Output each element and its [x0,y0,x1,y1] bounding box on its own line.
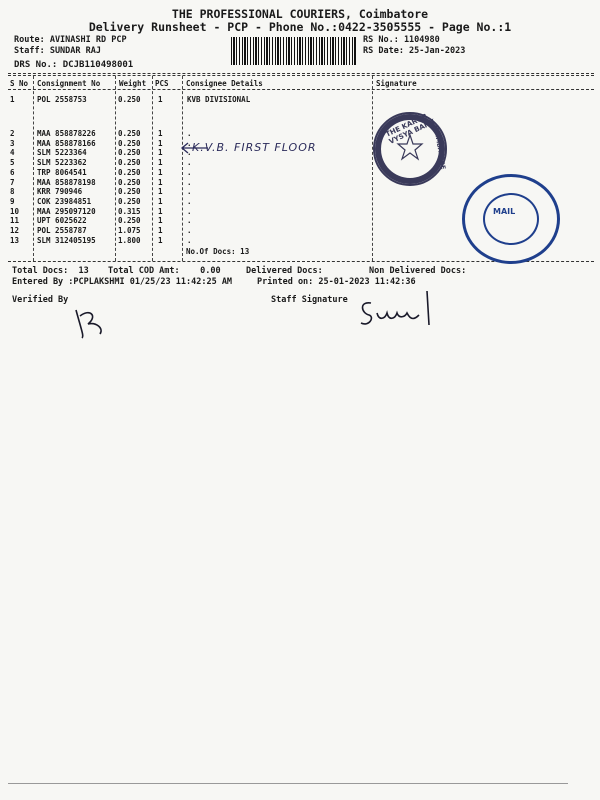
row-sno: 13 [10,235,20,245]
total-cod: Total COD Amt: 0.00 [108,266,221,276]
total-docs: Total Docs: 13 [12,266,89,276]
row-pcs: 1 [158,158,163,168]
row-sno: 10 [10,206,20,216]
row-consignee-details: . [187,216,192,226]
row-consignment-no: TRP 8064541 [37,167,87,177]
rs-date: RS Date: 25-Jan-2023 [363,46,466,56]
col-divider [372,76,373,261]
row-consignee-details: . [187,177,192,187]
mail-stamp-text: MAIL [493,207,516,216]
row-consignee-details: . [187,129,192,138]
company-title: THE PROFESSIONAL COURIERS, Coimbatore [171,7,429,21]
row-pcs: 1 [158,187,163,197]
col-header-consignment: Consignment No [37,79,101,88]
row-weight: 0.250 [118,138,141,148]
row-weight: 0.250 [118,216,141,226]
row-weight: 0.250 [118,148,141,158]
row-consignment-no: MAA 295097120 [37,206,96,216]
row-sno: 6 [10,167,15,177]
rs-number: RS No.: 1104980 [363,35,440,45]
row-sno: 2 [10,129,15,138]
row-sno: 9 [10,196,15,206]
row-consignee-details: . [187,206,192,216]
table-top-rule [8,73,594,74]
row-consignee-details: . [187,226,192,235]
row-sno: 5 [10,158,15,168]
row-pcs: 1 [158,129,163,138]
row-pcs: 1 [158,148,163,158]
row-pcs: 1 [158,206,163,216]
row-pcs: 1 [158,216,163,226]
row-sno: 11 [10,216,20,226]
row-weight: 0.250 [118,95,141,104]
bank-stamp-city: COIMBATORE [431,125,447,170]
runsheet-subtitle: Delivery Runsheet - PCP - Phone No.:0422-3505555 - Page No.:1 [88,20,512,34]
row-consignee-details: . [187,148,192,158]
printed-on: Printed on: 25-01-2023 11:42:36 [257,277,416,287]
row-pcs: 1 [158,177,163,187]
row-consignment-no: SLM 312405195 [37,235,96,245]
bank-stamp-text: THE KARUR VYSYA BANK [384,112,437,146]
row-sno: 3 [10,138,15,148]
verified-by-label: Verified By [12,295,69,305]
staff-signature-label: Staff Signature [271,295,348,305]
row-weight: 1.075 [118,226,141,235]
row-consignment-no: UPT 6025622 [37,216,87,226]
row-weight: 0.250 [118,129,141,138]
row-weight: 0.250 [118,196,141,206]
row-sno: 4 [10,148,15,158]
row-consignment-no: MAA 858878198 [37,177,96,187]
row-consignment-no: KRR 790946 [37,187,83,197]
bank-stamp [373,112,447,186]
barcode [231,37,357,65]
row-consignment-no: MAA 858878166 [37,138,96,148]
row-weight: 0.250 [118,187,141,197]
row-sno: 1 [10,95,15,104]
no-of-docs: No.Of Docs: 13 [186,247,250,256]
col-divider [182,76,183,261]
row-consignee-details: . [187,235,192,245]
row-weight: 0.250 [118,158,141,168]
staff-label: Staff: SUNDAR RAJ [14,46,101,56]
non-delivered-docs: Non Delivered Docs: [369,266,467,276]
row-pcs: 1 [158,226,163,235]
entered-by: Entered By :PCPLAKSHMI 01/25/23 11:42:25 AM [12,277,233,287]
staff-signature [355,285,435,330]
page-bottom-rule [8,783,568,784]
col-header-signature: Signature [376,79,417,88]
row-consignee-details: . [187,187,192,197]
row-consignment-no: SLM 5223364 [37,148,87,158]
row-sno: 7 [10,177,15,187]
row-weight: 1.800 [118,235,141,245]
col-header-consignee: Consignee Details [186,79,263,88]
row-consignee-details: . [187,196,192,206]
mail-stamp [462,174,560,264]
route-label: Route: AVINASHI RD PCP [14,35,127,45]
col-header-sno: S No [10,79,29,88]
row-consignee-details: . [187,138,192,148]
row-sno: 12 [10,226,20,235]
col-divider [33,76,34,261]
row-consignment-no: COK 23984851 [37,196,92,206]
col-header-pcs: PCS [155,79,169,88]
col-header-weight: Weight [119,79,147,88]
row-weight: 0.250 [118,177,141,187]
drs-number: DRS No.: DCJB110498001 [14,60,134,70]
row-consignment-no: POL 2558787 [37,226,87,235]
row-consignee-details: . [187,158,192,168]
row-consignment-no: SLM 5223362 [37,158,87,168]
row-pcs: 1 [158,138,163,148]
row-consignee-details: . [187,167,192,177]
bank-emblem-icon [395,132,425,162]
row-consignee-details: KVB DIVISIONAL [187,95,251,104]
row-pcs: 1 [158,196,163,206]
table-top-rule-2 [8,75,594,76]
header-rule [8,89,594,90]
row-consignment-no: MAA 858878226 [37,129,96,138]
handwritten-note: K.V.B. FIRST FLOOR [192,141,317,154]
row-weight: 0.250 [118,167,141,177]
delivered-docs: Delivered Docs: [246,266,323,276]
col-divider [152,76,153,261]
row-pcs: 1 [158,235,163,245]
row-consignment-no: POL 2558753 [37,95,87,104]
row-weight: 0.315 [118,206,141,216]
row-pcs: 1 [158,167,163,177]
arrow-icon [180,140,210,154]
col-divider [115,76,116,261]
verifier-signature [70,302,110,340]
row-pcs: 1 [158,95,163,104]
row-sno: 8 [10,187,15,197]
